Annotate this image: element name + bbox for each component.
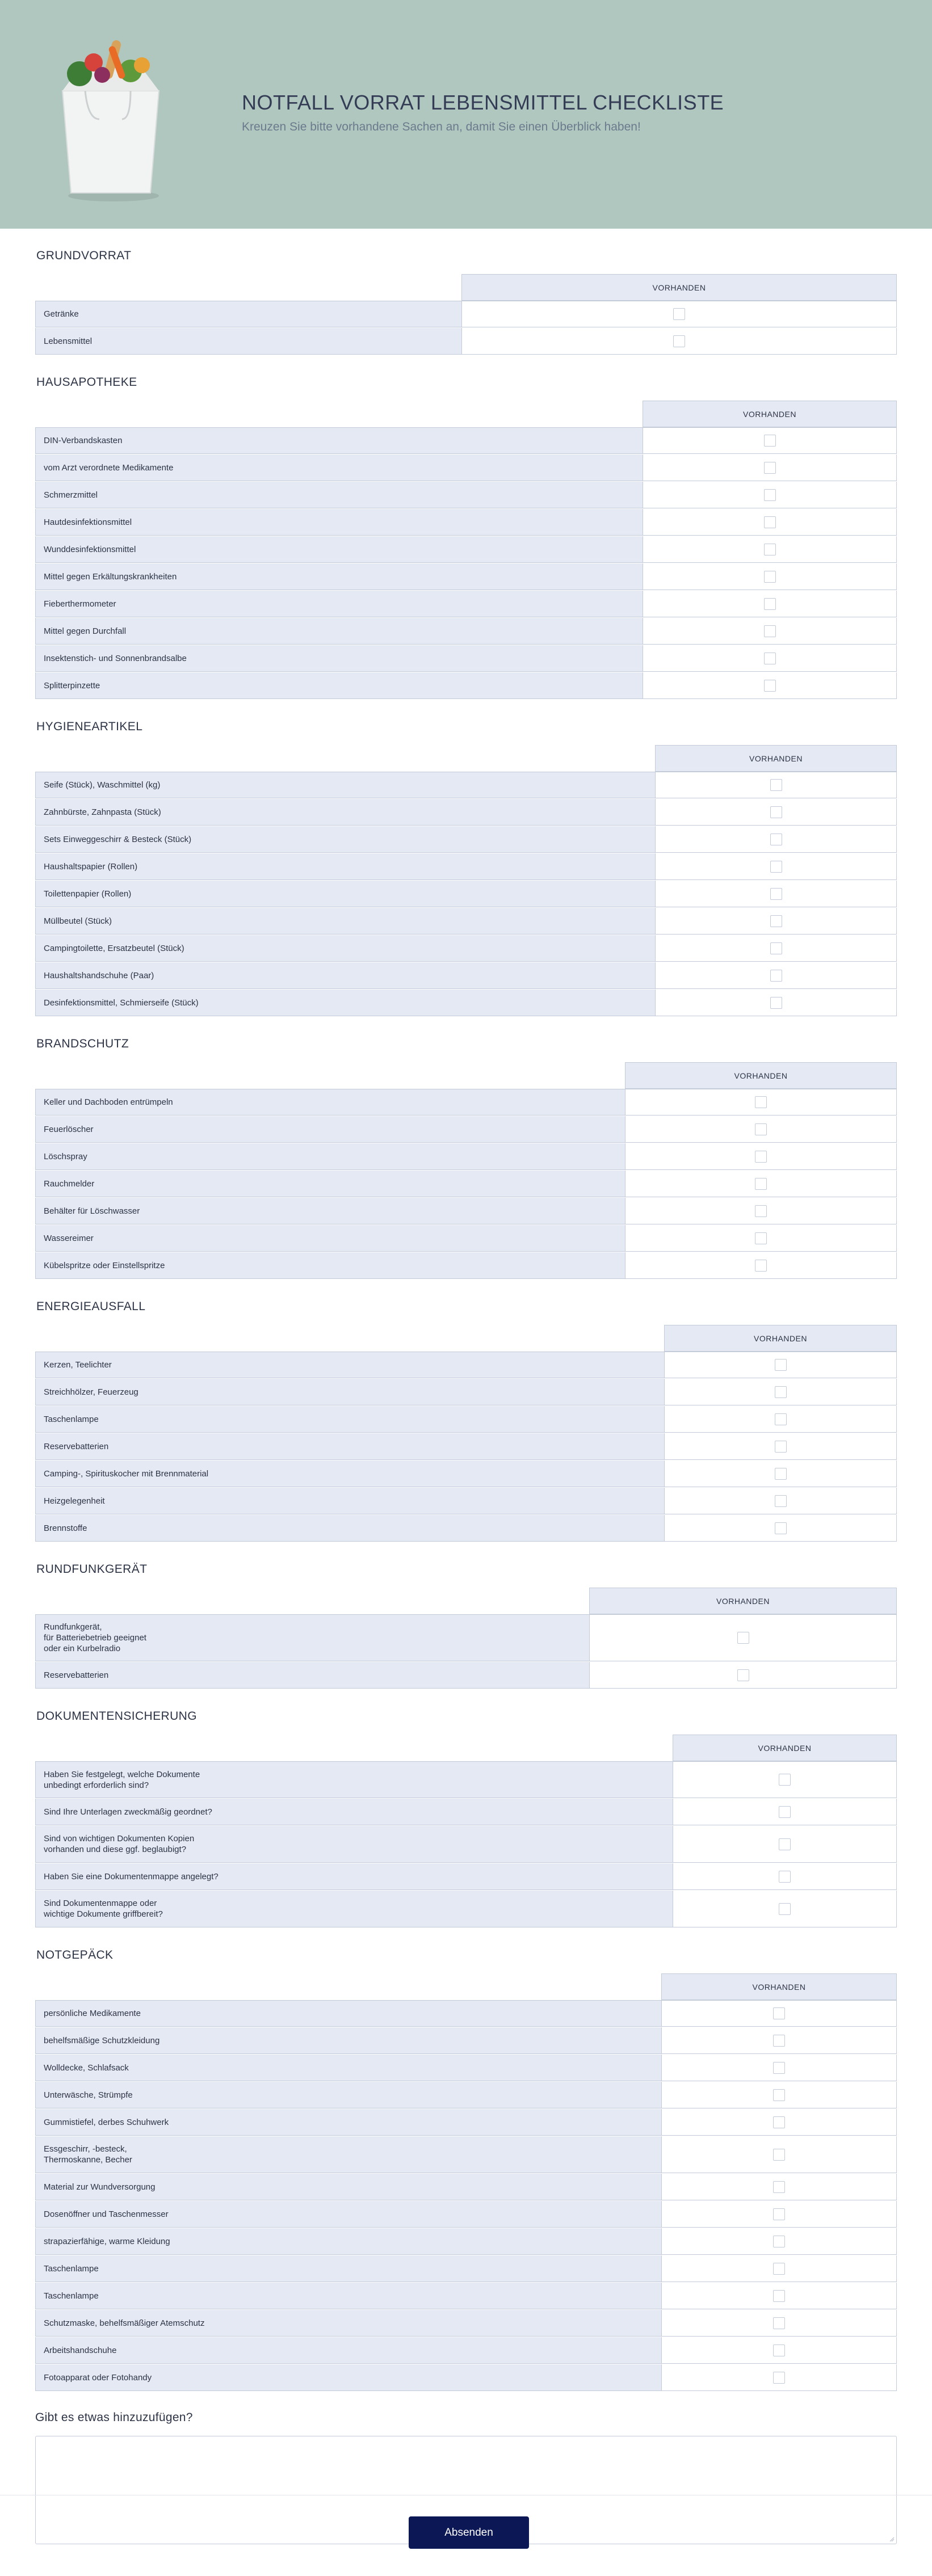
checkbox-cell <box>661 2228 897 2255</box>
checklist-row <box>35 2082 897 2109</box>
row-label: Getränke <box>35 301 461 327</box>
checklist-row <box>35 881 897 908</box>
row-label: Arbeitshandschuhe <box>35 2337 661 2364</box>
vorhanden-checkbox[interactable] <box>764 625 776 637</box>
checkbox-cell <box>643 618 897 645</box>
checklist-row <box>35 2201 897 2228</box>
vorhanden-checkbox[interactable] <box>737 1669 749 1681</box>
row-label: Essgeschirr, -besteck, Thermoskanne, Becher <box>35 2136 661 2173</box>
checkbox-cell <box>661 2255 897 2282</box>
row-label: Brennstoffe <box>35 1515 664 1542</box>
column-header-vorhanden: VORHANDEN <box>643 401 897 427</box>
checklist-row <box>35 301 897 328</box>
row-label: Müllbeutel (Stück) <box>35 908 655 935</box>
checklist-matrix <box>35 1735 897 1928</box>
submit-button[interactable]: Absenden <box>409 2516 529 2549</box>
vorhanden-checkbox[interactable] <box>770 970 782 982</box>
section-title: DOKUMENTENSICHERUNG <box>36 1710 197 1723</box>
checkbox-cell <box>661 2201 897 2228</box>
vorhanden-checkbox[interactable] <box>755 1151 767 1163</box>
checklist-row <box>35 454 897 482</box>
row-label: Toilettenpapier (Rollen) <box>35 881 655 907</box>
checkbox-cell <box>673 1761 897 1798</box>
checkbox-cell <box>625 1252 897 1279</box>
section-7 <box>35 1928 897 2392</box>
vorhanden-checkbox[interactable] <box>779 1774 791 1786</box>
checklist-matrix <box>35 1588 897 1689</box>
checklist-row <box>35 591 897 618</box>
checklist-matrix <box>35 1325 897 1542</box>
checklist-row <box>35 1614 897 1662</box>
resize-grip-icon[interactable] <box>889 2536 895 2542</box>
row-label: persönliche Medikamente <box>35 2000 661 2027</box>
grocery-bag-image <box>45 34 182 204</box>
checkbox-cell <box>664 1352 897 1378</box>
checkbox-cell <box>661 2337 897 2364</box>
checklist-row <box>35 1143 897 1171</box>
checkbox-cell <box>664 1515 897 1542</box>
checkbox-cell <box>673 1891 897 1927</box>
checklist-row <box>35 990 897 1017</box>
row-label: Material zur Wundversorgung <box>35 2174 661 2200</box>
row-label: Wassereimer <box>35 1225 625 1252</box>
row-label: Fieberthermometer <box>35 591 643 617</box>
row-label: Kerzen, Teelichter <box>35 1352 664 1378</box>
checkbox-cell <box>655 908 897 935</box>
row-label: Mittel gegen Durchfall <box>35 618 643 645</box>
checkbox-cell <box>655 881 897 907</box>
vorhanden-checkbox[interactable] <box>773 2062 785 2074</box>
row-label: Camping-, Spirituskocher mit Brennmaterial <box>35 1460 664 1487</box>
page-subtitle: Kreuzen Sie bitte vorhandene Sachen an, damit Sie einen Überblick haben! <box>242 120 641 133</box>
section-title: HYGIENEARTIKEL <box>36 720 143 733</box>
checklist-row <box>35 908 897 935</box>
checklist-row <box>35 1171 897 1198</box>
checkbox-cell <box>661 2000 897 2027</box>
column-header-vorhanden: VORHANDEN <box>589 1588 897 1614</box>
column-header-vorhanden: VORHANDEN <box>625 1062 897 1089</box>
vorhanden-checkbox[interactable] <box>775 1441 787 1453</box>
row-label: Schmerzmittel <box>35 482 643 508</box>
row-label: Taschenlampe <box>35 1406 664 1433</box>
checklist-row <box>35 2000 897 2027</box>
section-title: NOTGEPÄCK <box>36 1948 114 1962</box>
vorhanden-checkbox[interactable] <box>770 997 782 1009</box>
checkbox-cell <box>673 1863 897 1890</box>
vorhanden-checkbox[interactable] <box>775 1522 787 1534</box>
row-label: Campingtoilette, Ersatzbeutel (Stück) <box>35 935 655 962</box>
extra-question-label: Gibt es etwas hinzuzufügen? <box>35 2411 193 2424</box>
vorhanden-checkbox[interactable] <box>773 2263 785 2275</box>
checklist-row <box>35 853 897 881</box>
vorhanden-checkbox[interactable] <box>775 1495 787 1507</box>
vorhanden-checkbox[interactable] <box>773 2317 785 2329</box>
vorhanden-checkbox[interactable] <box>773 2149 785 2161</box>
row-label: Gummistiefel, derbes Schuhwerk <box>35 2109 661 2136</box>
vorhanden-checkbox[interactable] <box>770 806 782 818</box>
section-title: ENERGIEAUSFALL <box>36 1300 146 1313</box>
checklist-row <box>35 2027 897 2055</box>
page-title: NOTFALL VORRAT LEBENSMITTEL CHECKLISTE <box>242 91 724 114</box>
row-label: Haushaltshandschuhe (Paar) <box>35 962 655 989</box>
checklist-row <box>35 1116 897 1143</box>
row-label: Lebensmittel <box>35 328 461 355</box>
checkbox-cell <box>461 328 897 355</box>
checklist-row <box>35 645 897 672</box>
vorhanden-checkbox[interactable] <box>775 1468 787 1480</box>
vorhanden-checkbox[interactable] <box>773 2236 785 2247</box>
row-label: Keller und Dachboden entrümpeln <box>35 1089 625 1116</box>
checklist-row <box>35 1225 897 1252</box>
column-header-vorhanden: VORHANDEN <box>664 1325 897 1352</box>
checkbox-cell <box>461 301 897 327</box>
section-3 <box>35 1017 897 1279</box>
row-label: Desinfektionsmittel, Schmierseife (Stück) <box>35 990 655 1016</box>
checkbox-cell <box>661 2109 897 2136</box>
checkbox-cell <box>643 563 897 590</box>
checklist-row <box>35 1406 897 1433</box>
vorhanden-checkbox[interactable] <box>755 1260 767 1272</box>
vorhanden-checkbox[interactable] <box>737 1632 749 1644</box>
vorhanden-checkbox[interactable] <box>773 2208 785 2220</box>
vorhanden-checkbox[interactable] <box>764 544 776 555</box>
checklist-row <box>35 1662 897 1689</box>
row-label: Kübelspritze oder Einstellspritze <box>35 1252 625 1279</box>
section-0 <box>35 229 897 355</box>
vorhanden-checkbox[interactable] <box>773 2372 785 2384</box>
vorhanden-checkbox[interactable] <box>764 680 776 692</box>
checkbox-cell <box>655 772 897 798</box>
row-label: Hautdesinfektionsmittel <box>35 509 643 536</box>
checklist-row <box>35 618 897 645</box>
column-header-vorhanden: VORHANDEN <box>655 745 897 772</box>
vorhanden-checkbox[interactable] <box>770 861 782 873</box>
row-label: Reservebatterien <box>35 1662 589 1689</box>
checklist-row <box>35 2255 897 2283</box>
vorhanden-checkbox[interactable] <box>673 308 685 320</box>
checklist-row <box>35 1891 897 1928</box>
checklist-row <box>35 1515 897 1542</box>
checkbox-cell <box>661 2174 897 2200</box>
vorhanden-checkbox[interactable] <box>673 335 685 347</box>
checklist-row <box>35 1761 897 1799</box>
row-label: Dosenöffner und Taschenmesser <box>35 2201 661 2228</box>
column-header-vorhanden: VORHANDEN <box>461 274 897 301</box>
vorhanden-checkbox[interactable] <box>764 462 776 474</box>
row-label: vom Arzt verordnete Medikamente <box>35 454 643 481</box>
section-title: RUNDFUNKGERÄT <box>36 1563 148 1576</box>
checkbox-cell <box>655 826 897 853</box>
row-label: Taschenlampe <box>35 2255 661 2282</box>
checkbox-cell <box>589 1662 897 1689</box>
vorhanden-checkbox[interactable] <box>779 1806 791 1818</box>
row-label: behelfsmäßige Schutzkleidung <box>35 2027 661 2054</box>
checkbox-cell <box>664 1379 897 1405</box>
checklist-row <box>35 1198 897 1225</box>
checklist-row <box>35 2109 897 2136</box>
checklist-row <box>35 2283 897 2310</box>
checklist-row <box>35 1488 897 1515</box>
row-label: Unterwäsche, Strümpfe <box>35 2082 661 2108</box>
vorhanden-checkbox[interactable] <box>775 1359 787 1371</box>
vorhanden-checkbox[interactable] <box>773 2181 785 2193</box>
checklist-row <box>35 772 897 799</box>
row-label: Rauchmelder <box>35 1171 625 1197</box>
checklist-row <box>35 1799 897 1826</box>
checklist-row <box>35 672 897 700</box>
vorhanden-checkbox[interactable] <box>773 2089 785 2101</box>
vorhanden-checkbox[interactable] <box>775 1386 787 1398</box>
section-title: BRANDSCHUTZ <box>36 1037 129 1050</box>
vorhanden-checkbox[interactable] <box>770 942 782 954</box>
row-label: Wolldecke, Schlafsack <box>35 2055 661 2081</box>
checklist-row <box>35 563 897 591</box>
row-label: Haushaltspapier (Rollen) <box>35 853 655 880</box>
row-label: Streichhölzer, Feuerzeug <box>35 1379 664 1405</box>
checkbox-cell <box>643 536 897 563</box>
checklist-row <box>35 1352 897 1379</box>
row-label: Mittel gegen Erkältungskrankheiten <box>35 563 643 590</box>
row-label: Splitterpinzette <box>35 672 643 699</box>
vorhanden-checkbox[interactable] <box>770 834 782 845</box>
checkbox-cell <box>655 853 897 880</box>
vorhanden-checkbox[interactable] <box>770 779 782 791</box>
vorhanden-checkbox[interactable] <box>770 888 782 900</box>
checklist-row <box>35 1863 897 1891</box>
vorhanden-checkbox[interactable] <box>775 1413 787 1425</box>
checkbox-cell <box>661 2027 897 2054</box>
section-2 <box>35 700 897 1017</box>
checkbox-cell <box>664 1433 897 1460</box>
vorhanden-checkbox[interactable] <box>773 2116 785 2128</box>
row-label: Wunddesinfektionsmittel <box>35 536 643 563</box>
row-label: Haben Sie eine Dokumentenmappe angelegt? <box>35 1863 673 1890</box>
section-title: HAUSAPOTHEKE <box>36 376 137 389</box>
row-label: Taschenlampe <box>35 2283 661 2309</box>
section-title: GRUNDVORRAT <box>36 249 132 262</box>
checkbox-cell <box>625 1089 897 1116</box>
form-header <box>0 0 932 229</box>
row-label: Sind von wichtigen Dokumenten Kopien vorhanden und diese ggf. beglaubigt? <box>35 1826 673 1863</box>
checkbox-cell <box>661 2055 897 2081</box>
vorhanden-checkbox[interactable] <box>764 435 776 447</box>
checkbox-cell <box>625 1198 897 1224</box>
vorhanden-checkbox[interactable] <box>755 1123 767 1135</box>
vorhanden-checkbox[interactable] <box>773 2345 785 2356</box>
row-label: Zahnbürste, Zahnpasta (Stück) <box>35 799 655 826</box>
vorhanden-checkbox[interactable] <box>779 1871 791 1883</box>
checkbox-cell <box>625 1225 897 1252</box>
row-label: Heizgelegenheit <box>35 1488 664 1514</box>
checklist-row <box>35 2310 897 2337</box>
vorhanden-checkbox[interactable] <box>773 2035 785 2047</box>
checklist-row <box>35 482 897 509</box>
vorhanden-checkbox[interactable] <box>770 915 782 927</box>
checklist-row <box>35 2174 897 2201</box>
checkbox-cell <box>625 1171 897 1197</box>
section-1 <box>35 355 897 700</box>
checklist-row <box>35 2364 897 2392</box>
checkbox-cell <box>643 509 897 536</box>
row-label: Behälter für Löschwasser <box>35 1198 625 1224</box>
column-header-vorhanden: VORHANDEN <box>661 1973 897 2000</box>
checkbox-cell <box>661 2283 897 2309</box>
checkbox-cell <box>589 1614 897 1661</box>
vorhanden-checkbox[interactable] <box>764 653 776 664</box>
checklist-row <box>35 2055 897 2082</box>
column-header-vorhanden: VORHANDEN <box>673 1735 897 1761</box>
checkbox-cell <box>643 591 897 617</box>
checkbox-cell <box>664 1460 897 1487</box>
checklist-matrix <box>35 745 897 1017</box>
checkbox-cell <box>661 2082 897 2108</box>
vorhanden-checkbox[interactable] <box>764 489 776 501</box>
checklist-matrix <box>35 274 897 355</box>
row-label: Feuerlöscher <box>35 1116 625 1143</box>
checklist-matrix <box>35 1973 897 2392</box>
row-label: Reservebatterien <box>35 1433 664 1460</box>
checkbox-cell <box>643 672 897 699</box>
checklist-row <box>35 427 897 454</box>
checklist-row <box>35 1460 897 1488</box>
row-label: Insektenstich- und Sonnenbrandsalbe <box>35 645 643 672</box>
checkbox-cell <box>643 645 897 672</box>
checkbox-cell <box>643 427 897 454</box>
checklist-row <box>35 2136 897 2174</box>
checkbox-cell <box>625 1116 897 1143</box>
checklist-matrix <box>35 1062 897 1279</box>
section-4 <box>35 1279 897 1542</box>
checklist-row <box>35 799 897 826</box>
checklist-row <box>35 962 897 990</box>
checklist-row <box>35 2337 897 2364</box>
checkbox-cell <box>643 482 897 508</box>
row-label: Löschspray <box>35 1143 625 1170</box>
checklist-row <box>35 1826 897 1863</box>
checkbox-cell <box>664 1488 897 1514</box>
vorhanden-checkbox[interactable] <box>779 1838 791 1850</box>
checkbox-cell <box>661 2136 897 2173</box>
checklist-row <box>35 509 897 536</box>
checkbox-cell <box>655 962 897 989</box>
checklist-row <box>35 2228 897 2255</box>
checkbox-cell <box>673 1799 897 1825</box>
checkbox-cell <box>655 990 897 1016</box>
vorhanden-checkbox[interactable] <box>755 1178 767 1190</box>
row-label: Fotoapparat oder Fotohandy <box>35 2364 661 2391</box>
checkbox-cell <box>664 1406 897 1433</box>
checkbox-cell <box>655 799 897 826</box>
vorhanden-checkbox[interactable] <box>764 571 776 583</box>
checkbox-cell <box>625 1143 897 1170</box>
row-label: strapazierfähige, warme Kleidung <box>35 2228 661 2255</box>
row-label: Sets Einweggeschirr & Besteck (Stück) <box>35 826 655 853</box>
vorhanden-checkbox[interactable] <box>764 598 776 610</box>
checkbox-cell <box>655 935 897 962</box>
checkbox-cell <box>661 2364 897 2391</box>
checklist-row <box>35 1252 897 1279</box>
row-label: Sind Ihre Unterlagen zweckmäßig geordnet? <box>35 1799 673 1825</box>
checklist-row <box>35 1433 897 1460</box>
checklist-row <box>35 1379 897 1406</box>
row-label: DIN-Verbandskasten <box>35 427 643 454</box>
vorhanden-checkbox[interactable] <box>773 2290 785 2302</box>
checklist-row <box>35 826 897 853</box>
checklist-row <box>35 935 897 962</box>
vorhanden-checkbox[interactable] <box>755 1096 767 1108</box>
row-label: Seife (Stück), Waschmittel (kg) <box>35 772 655 798</box>
vorhanden-checkbox[interactable] <box>755 1205 767 1217</box>
checklist-row <box>35 1089 897 1116</box>
checklist-form <box>35 229 897 2544</box>
vorhanden-checkbox[interactable] <box>764 516 776 528</box>
checklist-row <box>35 536 897 563</box>
row-label: Haben Sie festgelegt, welche Dokumente unbedingt erforderlich sind? <box>35 1761 673 1798</box>
section-5 <box>35 1542 897 1689</box>
vorhanden-checkbox[interactable] <box>755 1232 767 1244</box>
vorhanden-checkbox[interactable] <box>773 2007 785 2019</box>
checklist-row <box>35 328 897 355</box>
row-label: Sind Dokumentenmappe oder wichtige Dokumente griffbereit? <box>35 1891 673 1927</box>
section-6 <box>35 1689 897 1928</box>
vorhanden-checkbox[interactable] <box>779 1903 791 1915</box>
checkbox-cell <box>673 1826 897 1863</box>
row-label: Rundfunkgerät, für Batteriebetrieb geeignet oder ein Kurbelradio <box>35 1614 589 1661</box>
checkbox-cell <box>643 454 897 481</box>
checkbox-cell <box>661 2310 897 2337</box>
checklist-matrix <box>35 401 897 700</box>
row-label: Schutzmaske, behelfsmäßiger Atemschutz <box>35 2310 661 2337</box>
